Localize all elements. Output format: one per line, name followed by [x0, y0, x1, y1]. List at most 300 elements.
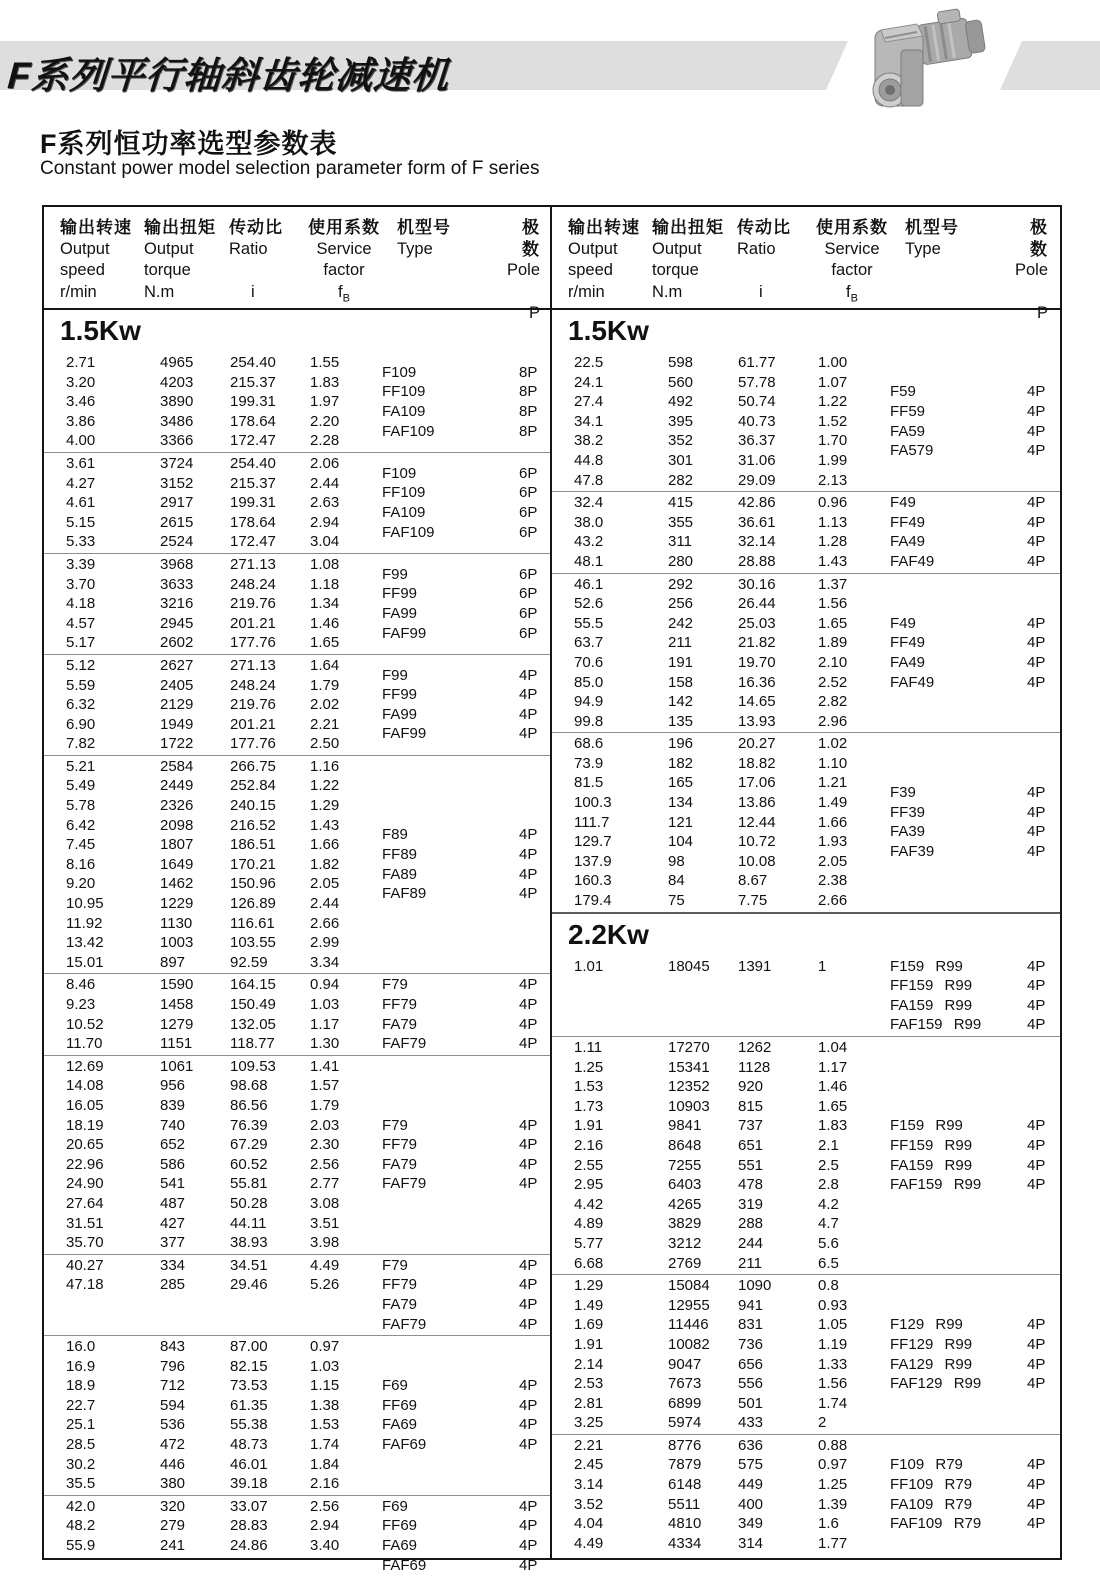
table-row [574, 1195, 890, 1215]
cell-value: 4.61 [66, 494, 96, 512]
table-row [574, 957, 890, 977]
type-name: F69 [382, 1497, 408, 1515]
cell-value: 178.64 [230, 412, 276, 430]
cell-value: 501 [738, 1394, 764, 1412]
cell-value: 2.45 [574, 1456, 604, 1474]
table-row [66, 1174, 382, 1194]
gear-motor-image [845, 4, 1015, 122]
cell-value: 1.74 [818, 1394, 848, 1412]
type-name: FAF99 [382, 725, 427, 743]
pole-value: 4P [1027, 513, 1046, 531]
cell-value: 126.89 [230, 895, 276, 913]
cell-value: 355 [668, 513, 694, 531]
cell-value: 1.93 [818, 833, 848, 851]
table-row [574, 493, 890, 513]
row-group [552, 491, 1060, 572]
cell-value: 897 [160, 953, 186, 971]
cell-value: 178.64 [230, 513, 276, 531]
cell-value: 1462 [160, 875, 194, 893]
cell-value: 1.49 [818, 794, 848, 812]
cell-value: 1.91 [574, 1335, 604, 1353]
type-list [382, 975, 550, 1053]
table-row [66, 1357, 382, 1377]
cell-value: 8776 [668, 1436, 702, 1454]
table-row [574, 712, 890, 732]
cell-value: 10.08 [738, 852, 776, 870]
cell-value: 6.90 [66, 715, 96, 733]
cell-value: 172.47 [230, 432, 276, 450]
table-row [66, 1096, 382, 1116]
cell-value: 956 [160, 1077, 186, 1095]
type-name: FAF109 [382, 422, 435, 440]
cell-value: 55.81 [230, 1175, 268, 1193]
type-row [890, 441, 1060, 461]
table-row [66, 1135, 382, 1155]
type-row [890, 1175, 1060, 1195]
cell-value: 415 [668, 494, 694, 512]
cell-value: 118.77 [230, 1035, 275, 1053]
cell-value: 29.09 [738, 471, 776, 489]
cell-value: 67.29 [230, 1136, 268, 1154]
pole-value: 4P [1027, 422, 1046, 440]
type-name: F79 [382, 1116, 408, 1134]
type-list [382, 1337, 550, 1494]
type-row [382, 995, 550, 1015]
type-name: FF129 R99 [890, 1335, 973, 1353]
cell-value: 2.05 [818, 852, 848, 870]
cell-value: 1.84 [310, 1455, 340, 1473]
cell-value: 1.53 [310, 1416, 340, 1434]
cell-value: 1061 [160, 1057, 194, 1075]
table-row [574, 1254, 890, 1274]
type-name: F109 R79 [890, 1456, 963, 1474]
cell-value: 1.83 [818, 1117, 848, 1135]
cell-value: 27.4 [574, 393, 604, 411]
cell-value: 2.52 [818, 673, 848, 691]
pole-value: 4P [1027, 634, 1046, 652]
cell-value: 40.73 [738, 412, 776, 430]
cell-value: 248.24 [230, 575, 276, 593]
type-list [382, 757, 550, 973]
cell-value: 4.18 [66, 595, 96, 613]
cell-value: 1458 [160, 996, 194, 1013]
type-name: FA79 [382, 1295, 418, 1313]
pole-value: 4P [519, 865, 538, 883]
cell-value: 2.30 [310, 1136, 340, 1154]
table-header-left [44, 207, 550, 322]
table-row [574, 734, 890, 754]
cell-value: 3212 [668, 1234, 702, 1252]
type-list [890, 1436, 1060, 1554]
cell-value: 1229 [160, 895, 194, 913]
table-row [66, 1155, 382, 1175]
cell-value: 191 [668, 653, 694, 671]
cell-value: 81.5 [574, 774, 604, 792]
data-rows [44, 1337, 382, 1494]
column-header-type: 机型号 Type [397, 218, 451, 258]
type-row [382, 865, 550, 885]
cell-value: 150.49 [230, 996, 276, 1013]
cell-value: 1151 [160, 1035, 193, 1053]
type-row [890, 976, 1060, 996]
cell-value: 1649 [160, 855, 194, 873]
row-group [44, 452, 550, 553]
cell-value: 433 [738, 1414, 764, 1432]
table-row [66, 975, 382, 995]
table-row [574, 1234, 890, 1254]
type-list [890, 1276, 1060, 1433]
cell-value: 1 [818, 957, 827, 975]
cell-value: 2098 [160, 816, 194, 834]
type-row [382, 584, 550, 604]
cell-value: 5.78 [66, 797, 96, 815]
cell-value: 179.4 [574, 892, 612, 910]
cell-value: 121 [668, 813, 694, 831]
table-row [66, 353, 382, 373]
type-row [382, 1556, 550, 1576]
pole-value: 4P [519, 1517, 538, 1535]
table-row [66, 796, 382, 816]
type-name: FA59 [890, 422, 926, 440]
cell-value: 13.93 [738, 712, 776, 730]
table-row [66, 532, 382, 552]
cell-value: 3.34 [310, 953, 340, 971]
type-name: F49 [890, 494, 916, 512]
type-name: FF69 [382, 1396, 418, 1414]
cell-value: 6.32 [66, 696, 96, 714]
cell-value: 18.82 [738, 754, 776, 772]
cell-value: 3.08 [310, 1194, 340, 1212]
cell-value: 85.0 [574, 673, 604, 691]
cell-value: 1.82 [310, 855, 340, 873]
cell-value: 18045 [668, 957, 710, 975]
cell-value: 11446 [668, 1316, 709, 1334]
type-name: FF109 R79 [890, 1476, 973, 1494]
cell-value: 24.90 [66, 1175, 104, 1193]
cell-value: 1.65 [818, 614, 848, 632]
cell-value: 4.49 [310, 1256, 340, 1274]
cell-value: 1.03 [310, 1357, 340, 1375]
type-row [382, 1116, 550, 1136]
cell-value: 736 [738, 1335, 764, 1353]
cell-value: 63.7 [574, 634, 604, 652]
cell-value: 2584 [160, 757, 194, 775]
type-row [382, 523, 550, 543]
cell-value: 27.64 [66, 1194, 104, 1212]
cell-value: 219.76 [230, 595, 276, 613]
pole-value: 4P [519, 826, 538, 844]
table-row [574, 1455, 890, 1475]
cell-value: 1.64 [310, 656, 340, 674]
type-name: FF79 [382, 1276, 418, 1294]
cell-value: 36.61 [738, 513, 776, 531]
cell-value: 1090 [738, 1277, 772, 1295]
type-row [382, 1174, 550, 1194]
cell-value: 216.52 [230, 816, 276, 834]
cell-value: 2.96 [818, 712, 848, 730]
data-rows [44, 454, 382, 552]
page-title: F系列恒功率选型参数表 [40, 129, 338, 159]
cell-value: 2.06 [310, 454, 340, 472]
type-row [890, 673, 1060, 693]
cell-value: 1.01 [574, 957, 604, 975]
type-row [382, 975, 550, 995]
pole-value: 4P [519, 1256, 538, 1274]
cell-value: 2.14 [574, 1355, 604, 1373]
data-rows [552, 1276, 890, 1433]
section-power-label: 2.2Kw [568, 918, 649, 950]
cell-value: 75 [668, 892, 685, 910]
cell-value: 50.74 [738, 393, 776, 411]
type-row [890, 614, 1060, 634]
cell-value: 31.51 [66, 1214, 104, 1232]
type-row [382, 1415, 550, 1435]
cell-value: 2.1 [818, 1136, 839, 1154]
table-row [66, 1435, 382, 1455]
cell-value: 3968 [160, 555, 194, 573]
type-row [382, 1034, 550, 1054]
pole-value: 4P [519, 1035, 538, 1053]
cell-value: 1949 [160, 715, 194, 733]
cell-value: 1391 [738, 957, 772, 975]
cell-value: 4.04 [574, 1515, 604, 1533]
table-row [66, 914, 382, 934]
type-name: FF39 [890, 803, 926, 821]
cell-value: 17270 [668, 1039, 710, 1056]
cell-value: 34.51 [230, 1256, 268, 1274]
cell-value: 551 [738, 1156, 764, 1174]
row-group [44, 1055, 550, 1254]
cell-value: 319 [738, 1195, 764, 1213]
table-row [66, 1516, 382, 1536]
cell-value: 30.16 [738, 575, 776, 593]
cell-value: 10.95 [66, 895, 104, 913]
type-row [382, 624, 550, 644]
type-list [382, 1497, 550, 1575]
cell-value: 3.20 [66, 373, 96, 391]
cell-value: 196 [668, 735, 694, 753]
data-rows [552, 493, 890, 571]
cell-value: 4.57 [66, 614, 96, 632]
type-name: FAF49 [890, 552, 935, 570]
row-group [552, 956, 1060, 1036]
cell-value: 0.97 [818, 1456, 848, 1474]
table-row [574, 353, 890, 373]
cell-value: 22.5 [574, 354, 604, 371]
table-row [574, 471, 890, 491]
table-section [44, 310, 550, 1576]
cell-value: 1.10 [818, 754, 848, 772]
type-name: F99 [382, 565, 408, 583]
cell-value: 2.94 [310, 1517, 340, 1535]
cell-value: 6403 [668, 1176, 702, 1194]
cell-value: 656 [738, 1355, 764, 1373]
cell-value: 1.49 [574, 1296, 604, 1314]
cell-value: 2.38 [818, 872, 848, 890]
cell-value: 1.56 [818, 1375, 848, 1393]
cell-value: 57.78 [738, 373, 776, 391]
type-name: FAF69 [382, 1556, 427, 1574]
table-row [574, 891, 890, 911]
table-row [574, 673, 890, 693]
cell-value: 2.63 [310, 494, 340, 512]
parameter-table [42, 205, 1062, 1574]
table-row [66, 1396, 382, 1416]
cell-value: 5.21 [66, 757, 96, 775]
table-row [574, 1136, 890, 1156]
type-name: FAF79 [382, 1175, 427, 1193]
cell-value: 712 [160, 1377, 186, 1395]
cell-value: 1.29 [574, 1277, 604, 1295]
pole-value: 4P [1027, 996, 1046, 1014]
cell-value: 487 [160, 1194, 186, 1212]
type-name: FA109 [382, 503, 426, 521]
page-subtitle: Constant power model selection parameter form of F series [40, 158, 540, 179]
cell-value: 241 [160, 1537, 186, 1555]
cell-value: 301 [668, 451, 694, 469]
table-row [574, 1413, 890, 1433]
type-row [382, 422, 550, 442]
cell-value: 636 [738, 1436, 764, 1454]
cell-value: 129.7 [574, 833, 612, 851]
cell-value: 2.05 [310, 875, 340, 893]
type-name: FF79 [382, 996, 418, 1013]
table-row [66, 1474, 382, 1494]
cell-value: 1.6 [818, 1515, 839, 1533]
cell-value: 61.77 [738, 354, 776, 371]
pole-value: 4P [1027, 442, 1046, 460]
table-row [66, 1233, 382, 1253]
type-name: FAF159 R99 [890, 1016, 982, 1034]
cell-value: 20.27 [738, 735, 776, 753]
column-header-type: 机型号 Type [905, 218, 959, 258]
table-row [66, 1116, 382, 1136]
type-row [382, 402, 550, 422]
type-name: FF79 [382, 1136, 418, 1154]
cell-value: 652 [160, 1136, 186, 1154]
type-row [382, 1396, 550, 1416]
table-row [574, 773, 890, 793]
type-name: FF109 [382, 383, 426, 401]
cell-value: 6.5 [818, 1254, 839, 1272]
type-row [890, 803, 1060, 823]
type-name: FA49 [890, 653, 926, 671]
pole-value: 4P [1027, 1117, 1046, 1135]
type-name: FAF109 R79 [890, 1515, 982, 1533]
cell-value: 4.27 [66, 474, 96, 492]
type-row [890, 1335, 1060, 1355]
table-row [66, 1455, 382, 1475]
cell-value: 3829 [668, 1215, 702, 1233]
cell-value: 215.37 [230, 474, 276, 492]
cell-value: 1.43 [818, 552, 848, 570]
cell-value: 1.56 [818, 595, 848, 613]
type-list [890, 575, 1060, 732]
cell-value: 137.9 [574, 852, 612, 870]
cell-value: 282 [668, 471, 694, 489]
type-row [382, 1497, 550, 1517]
cell-value: 92.59 [230, 953, 268, 971]
pole-value: 4P [1027, 823, 1046, 841]
cell-value: 5.26 [310, 1276, 340, 1294]
cell-value: 104 [668, 833, 694, 851]
cell-value: 651 [738, 1136, 764, 1154]
cell-value: 4.7 [818, 1215, 839, 1233]
type-name: FF159 R99 [890, 977, 973, 995]
row-group [44, 654, 550, 755]
cell-value: 1.05 [818, 1316, 848, 1334]
cell-value: 1807 [160, 836, 194, 854]
type-name: FF109 [382, 484, 426, 502]
pole-value: 8P [519, 383, 538, 401]
cell-value: 22.7 [66, 1396, 96, 1414]
pole-value: 4P [1027, 533, 1046, 551]
cell-value: 160.3 [574, 872, 612, 890]
row-group [44, 1495, 550, 1576]
cell-value: 9.20 [66, 875, 96, 893]
cell-value: 5.49 [66, 777, 96, 795]
type-row [890, 1514, 1060, 1534]
cell-value: 240.15 [230, 797, 276, 815]
cell-value: 254.40 [230, 354, 276, 371]
cell-value: 135 [668, 712, 694, 730]
cell-value: 1.17 [310, 1015, 340, 1033]
cell-value: 3216 [160, 595, 194, 613]
data-rows [552, 1038, 890, 1273]
cell-value: 1.37 [818, 575, 848, 593]
cell-value: 4.49 [574, 1534, 604, 1552]
cell-value: 1.79 [310, 676, 340, 694]
cell-value: 24.1 [574, 373, 604, 391]
cell-value: 25.03 [738, 614, 776, 632]
type-row [890, 382, 1060, 402]
cell-value: 73.53 [230, 1377, 268, 1395]
cell-value: 1.53 [574, 1078, 604, 1096]
type-name: FAF49 [890, 673, 935, 691]
table-left-half [44, 207, 552, 1574]
cell-value: 1.99 [818, 451, 848, 469]
cell-value: 2.99 [310, 934, 340, 952]
row-group [44, 755, 550, 974]
cell-value: 182 [668, 754, 694, 772]
row-group [552, 732, 1060, 911]
cell-value: 1.39 [818, 1495, 848, 1513]
table-row [574, 1355, 890, 1375]
type-row [890, 402, 1060, 422]
cell-value: 0.97 [310, 1338, 340, 1356]
table-row [574, 754, 890, 774]
cell-value: 38.93 [230, 1234, 268, 1252]
cell-value: 2.66 [818, 892, 848, 910]
cell-value: 1.04 [818, 1039, 848, 1056]
table-row [574, 1514, 890, 1534]
cell-value: 2.21 [574, 1436, 604, 1454]
table-row [66, 933, 382, 953]
pole-value: 4P [519, 725, 538, 743]
cell-value: 46.1 [574, 575, 604, 593]
cell-value: 248.24 [230, 676, 276, 694]
cell-value: 2.71 [66, 354, 96, 371]
cell-value: 46.01 [230, 1455, 268, 1473]
pole-value: 4P [519, 1136, 538, 1154]
pole-value: 4P [1027, 1355, 1046, 1373]
cell-value: 5.15 [66, 513, 96, 531]
cell-value: 2.5 [818, 1156, 839, 1174]
type-name: FA49 [890, 533, 926, 551]
type-name: FF89 [382, 846, 418, 864]
pole-value: 4P [1027, 1476, 1046, 1494]
cell-value: 560 [668, 373, 694, 391]
